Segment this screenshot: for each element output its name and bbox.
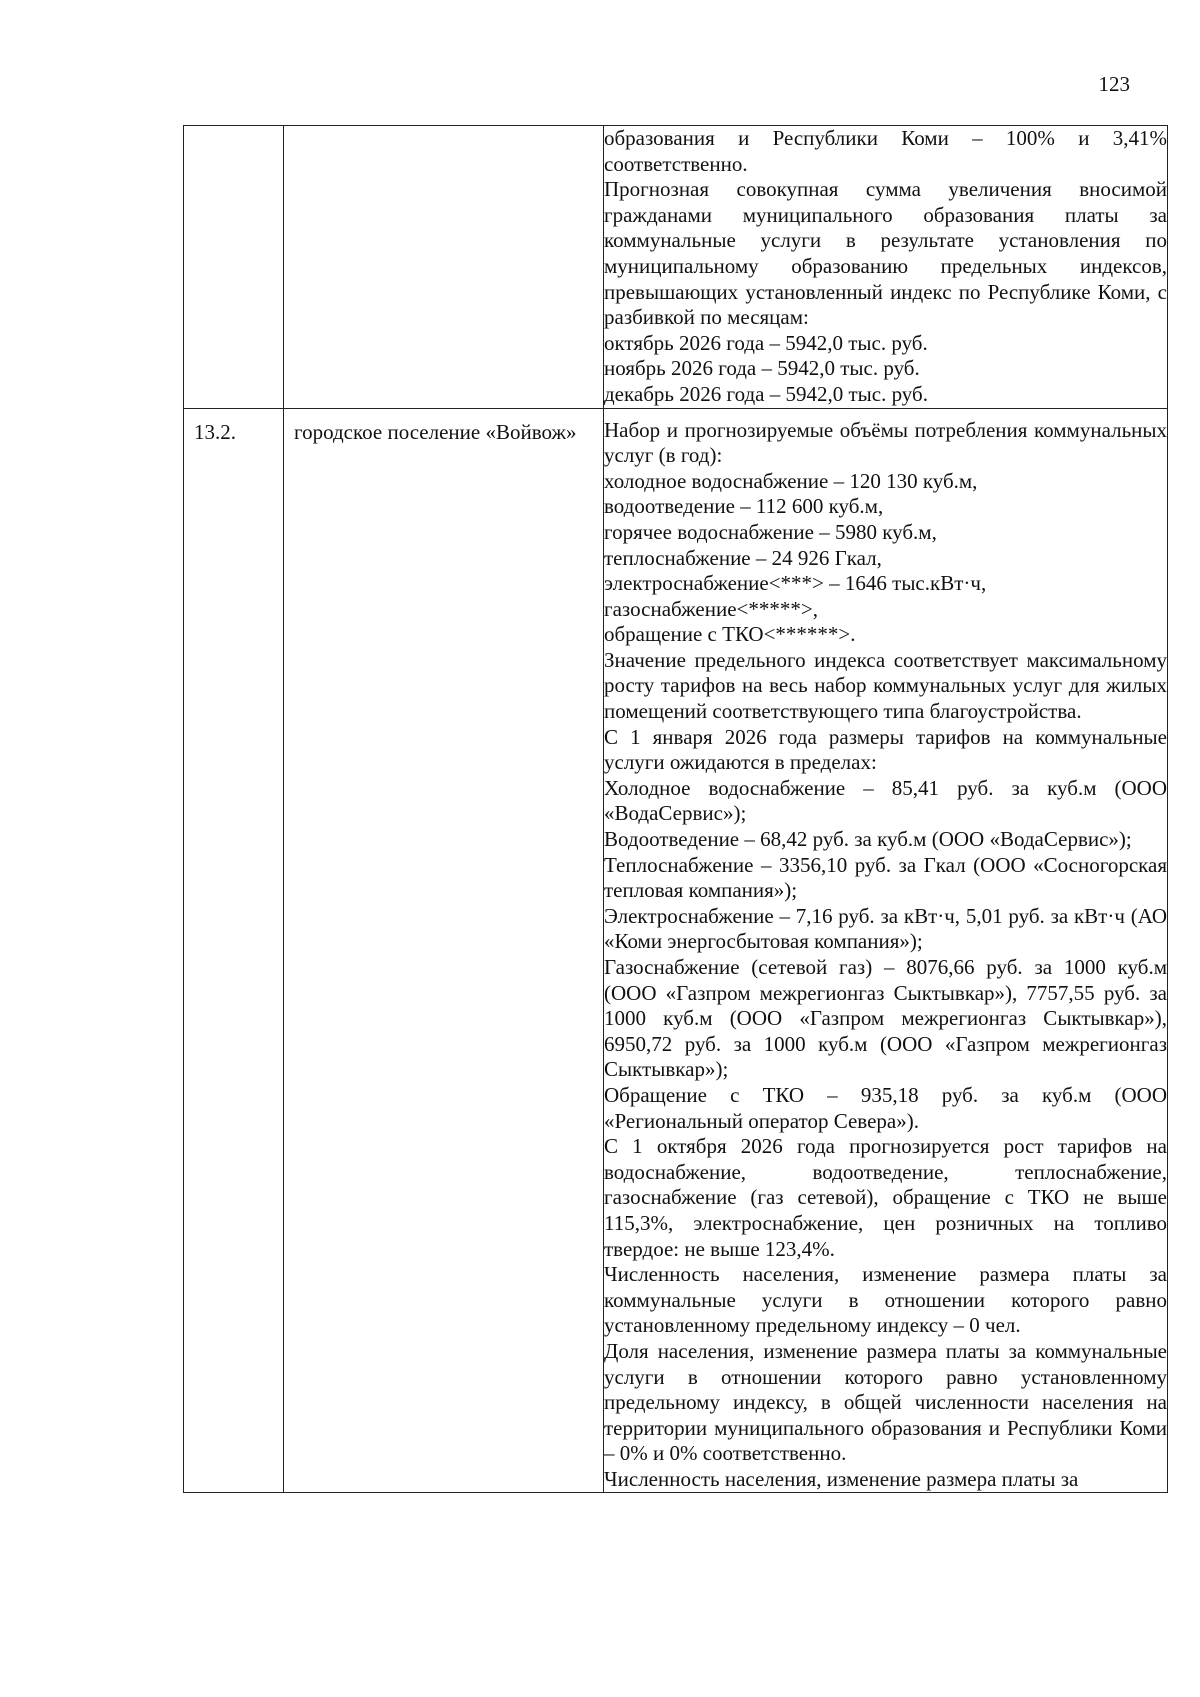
paragraph: обращение с ТКО<******>. <box>604 622 856 647</box>
paragraph: декабрь 2026 года – 5942,0 тыс. руб. <box>604 381 928 406</box>
paragraph: Теплоснабжение – 3356,10 руб. за Гкал (ООО «Сосногорская тепловая компания»); <box>604 852 1167 903</box>
paragraph: С 1 января 2026 года размеры тарифов на коммунальные услуги ожидаются в пределах: <box>604 724 1167 775</box>
row-description-cell <box>604 126 1168 409</box>
paragraph: горячее водоснабжение – 5980 куб.м, <box>604 519 937 544</box>
paragraph: Численность населения, изменение размера платы за <box>604 1466 1079 1491</box>
tariff-table <box>183 125 1168 1493</box>
paragraph: теплоснабжение – 24 926 Гкал, <box>604 545 882 570</box>
paragraph: водоотведение – 112 600 куб.м, <box>604 494 884 519</box>
table-row <box>184 126 1168 409</box>
paragraph: Численность населения, изменение размера платы за коммунальные услуги в отношении которого равно установленному предельному индексу – 0 чел. <box>604 1262 1167 1338</box>
row-number-cell <box>184 126 284 409</box>
paragraph: октябрь 2026 года – 5942,0 тыс. руб. <box>604 330 928 355</box>
row-number-cell <box>184 408 284 1493</box>
paragraph: С 1 октября 2026 года прогнозируется рост тарифов на водоснабжение, водоотведение, теплоснабжение, газоснабжение (газ сетевой), обращение с ТКО не выше 115,3%, электроснабжение, цен розничных на топливо твердое: не выше 123,4%. <box>604 1134 1167 1261</box>
row-description-cell <box>604 408 1168 1493</box>
table-row <box>184 408 1168 1493</box>
paragraph: холодное водоснабжение – 120 130 куб.м, <box>604 468 978 493</box>
paragraph: Холодное водоснабжение – 85,41 руб. за куб.м (ООО «ВодаСервис»); <box>604 775 1167 826</box>
paragraph: Водоотведение – 68,42 руб. за куб.м (ООО «ВодаСервис»); <box>604 827 1132 852</box>
paragraph: Прогнозная совокупная сумма увеличения вносимой гражданами муниципального образования платы за коммунальные услуги в результате установления по муниципальному образованию предельных индексов, превышающих установленный индекс по Республике Коми, с разбивкой по месяцам: <box>604 177 1167 330</box>
paragraph: Электроснабжение – 7,16 руб. за кВт·ч, 5,01 руб. за кВт·ч (АО «Коми энергосбытовая компания»); <box>604 903 1167 954</box>
paragraph: Обращение с ТКО – 935,18 руб. за куб.м (ООО «Региональный оператор Севера»). <box>604 1082 1167 1133</box>
page-number: 123 <box>1098 72 1130 96</box>
paragraph: Значение предельного индекса соответствует максимальному росту тарифов на весь набор коммунальных услуг для жилых помещений соответствующего типа благоустройства. <box>604 647 1167 724</box>
paragraph: электроснабжение<***> – 1646 тыс.кВт·ч, <box>604 571 987 596</box>
municipality-name: городское поселение «Войвож» <box>294 419 577 444</box>
paragraph: Набор и прогнозируемые объёмы потребления коммунальных услуг (в год): <box>604 417 1167 468</box>
paragraph: газоснабжение<*****>, <box>604 596 818 621</box>
paragraph: образования и Республики Коми – 100% и 3,41% соответственно. <box>604 126 1167 176</box>
paragraph: Доля населения, изменение размера платы за коммунальные услуги в отношении которого равно установленному предельному индексу, в общей численности населения на территории муниципального образования и Республики Коми – 0% и 0% соответственно. <box>604 1338 1167 1466</box>
row-number: 13.2. <box>194 419 236 444</box>
paragraph: ноябрь 2026 года – 5942,0 тыс. руб. <box>604 356 920 381</box>
row-name-cell <box>284 126 604 409</box>
paragraph: Газоснабжение (сетевой газ) – 8076,66 руб. за 1000 куб.м (ООО «Газпром межрегионгаз Сыктывкар»), 7757,55 руб. за 1000 куб.м (ООО «Газпром межрегионгаз Сыктывкар»), 6950,72 руб. за 1000 куб.м (ООО «Газпром межрегионгаз Сыктывкар»); <box>604 955 1167 1082</box>
row-name-cell <box>284 408 604 1493</box>
